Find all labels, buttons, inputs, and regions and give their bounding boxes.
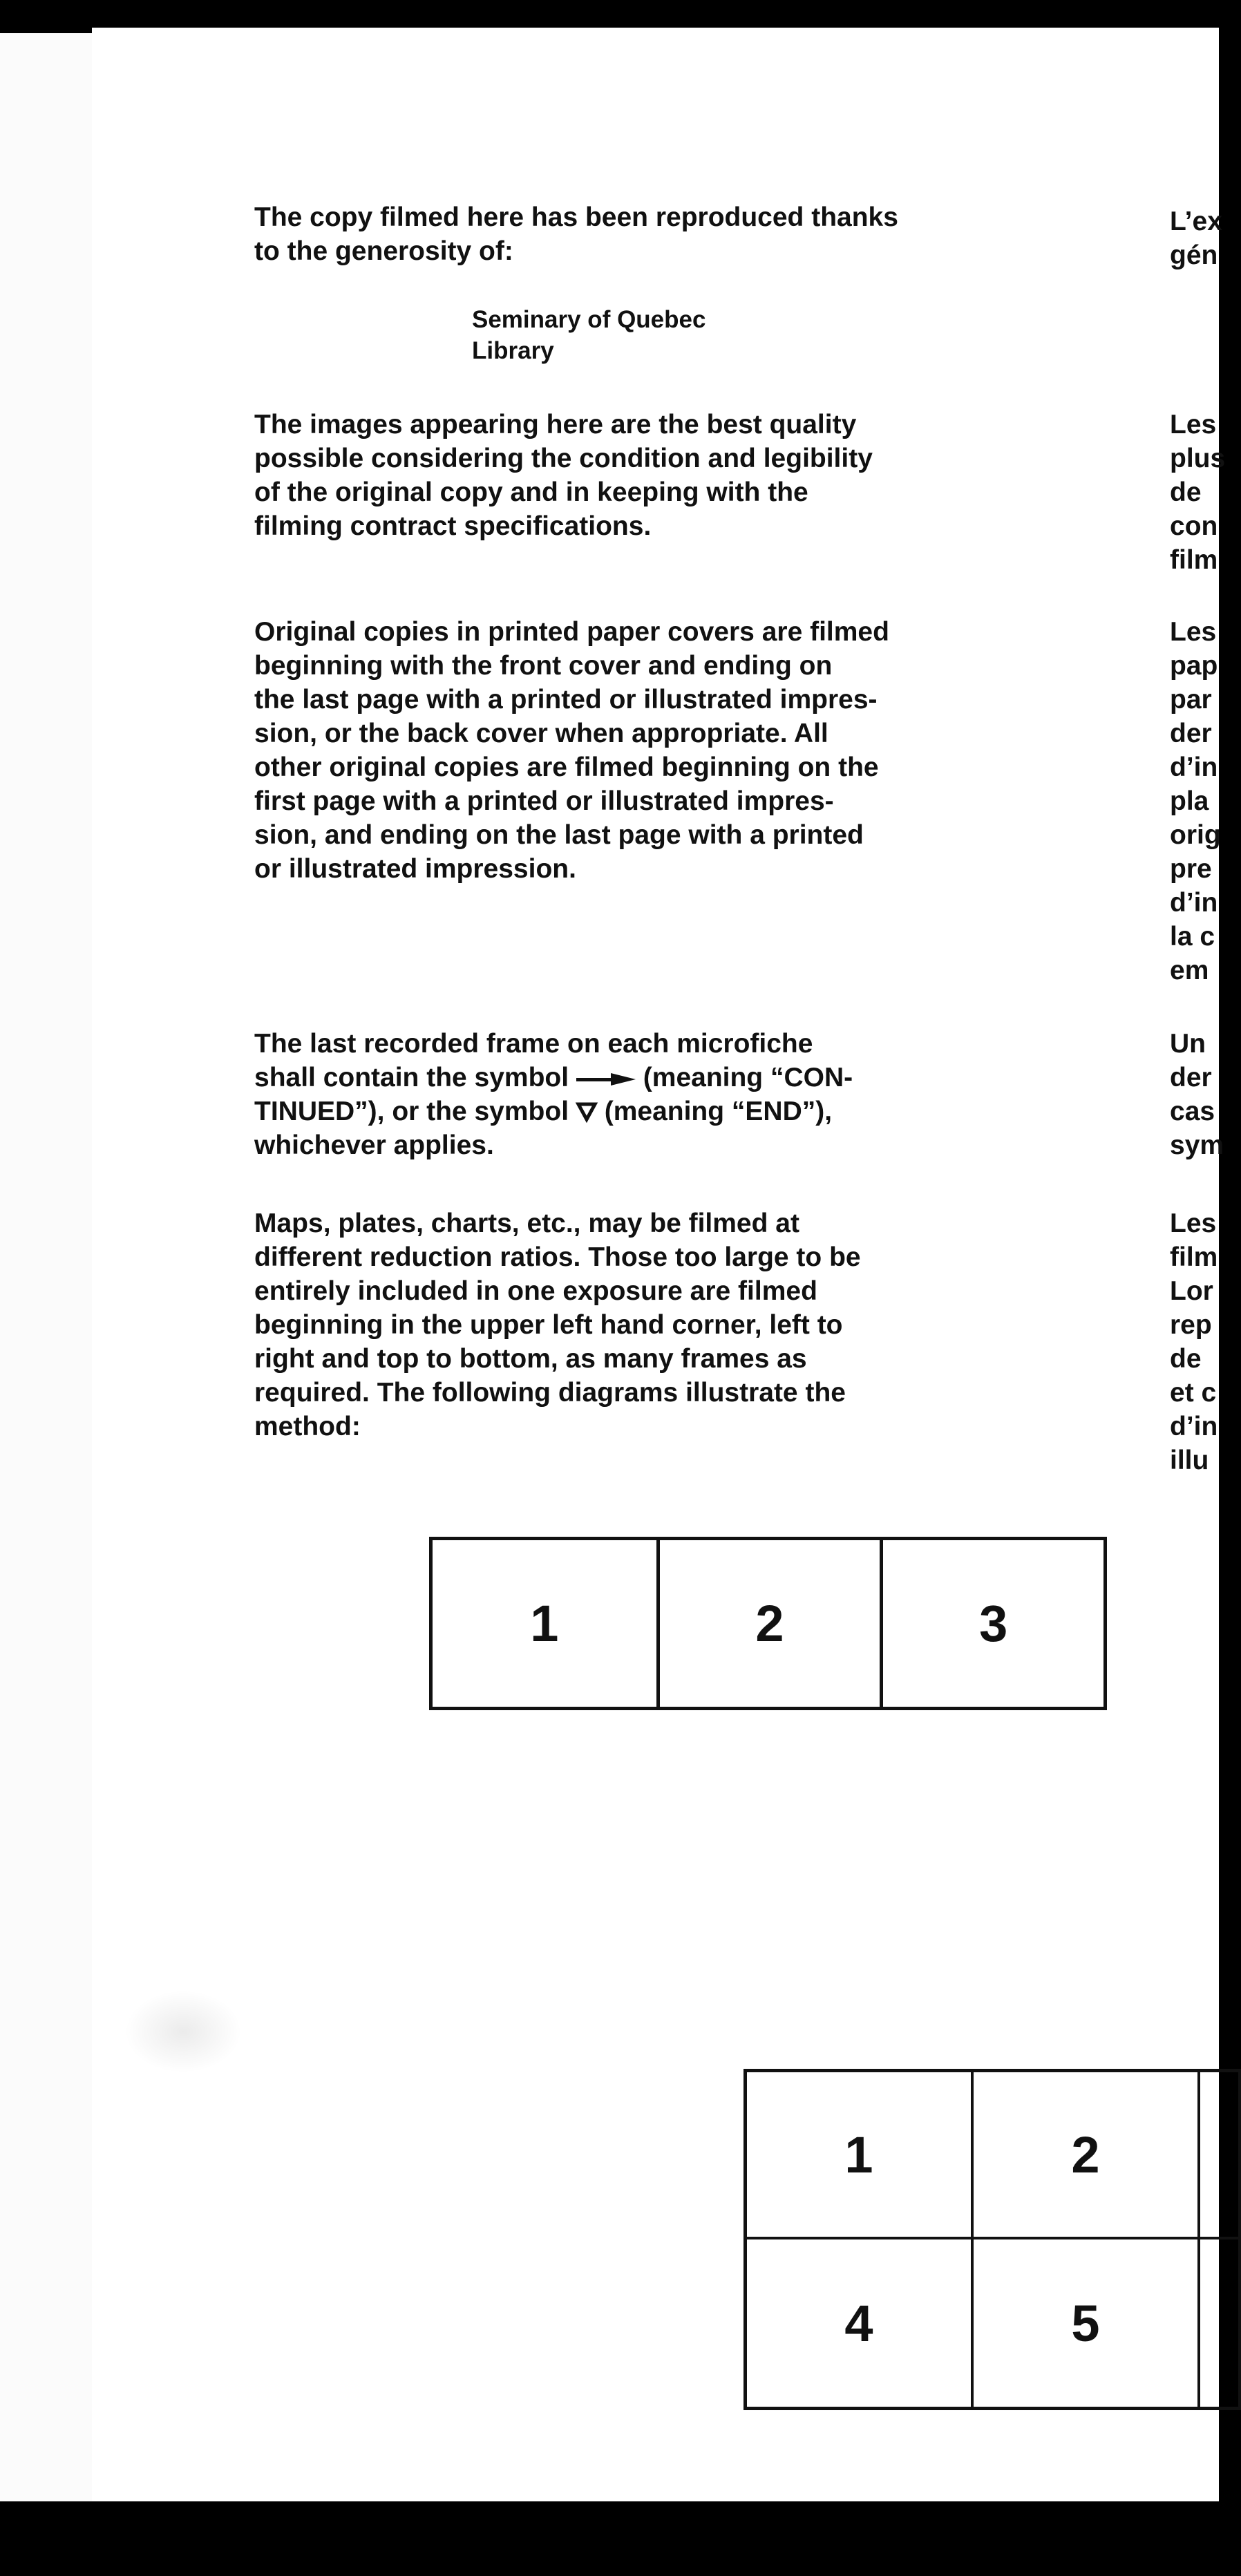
right-column-fragment: L’ex gén: [1170, 207, 1222, 270]
library-name: Seminary of Quebec Library: [472, 306, 706, 364]
page-layout-diagram: [743, 2069, 1241, 2410]
left-page-margin: [0, 33, 92, 2501]
diagram-cell: 1: [530, 1595, 559, 1652]
right-column-fragment: Les plus de con film: [1170, 410, 1226, 575]
diagram-cell: 4: [747, 2239, 974, 2407]
diagram-cell: 1: [747, 2072, 974, 2239]
original-copies-paragraph: Original copies in printed paper covers are filmed beginning with the front cover and ending on the last page with a printed or illustrated impres- sion, or the back cover when appropriate. All other original copies are filmed beginning on the first page with a printed or illustrated impres- sion, and ending on the last page with a printed or illustrated impression.: [254, 617, 889, 884]
last-frame-line: shall contain the symbol (meaning “CON-: [254, 1063, 853, 1092]
right-column-fragment: Les film Lor rep de et c d’in illu: [1170, 1209, 1218, 1475]
diagram-cell: 5: [974, 2239, 1200, 2407]
last-frame-paragraph: [254, 1027, 1028, 1162]
right-column-fragment: Un der cas sym: [1170, 1029, 1224, 1160]
diagram-cell: 3: [880, 1540, 1103, 1707]
diagram-cell: [1200, 2072, 1241, 2239]
right-arrow-icon: [576, 1072, 636, 1086]
last-frame-line: The last recorded frame on each microfiche: [254, 1029, 813, 1059]
intro-paragraph: The copy filmed here has been reproduced thanks to the generosity of:: [254, 202, 898, 266]
scan-smudge: [124, 1990, 242, 2073]
right-column-fragment: Les pap par der d’in pla orig pre d’in la c em: [1170, 617, 1221, 985]
diagram-cell: [1200, 2239, 1241, 2407]
frame-sequence-diagram: [429, 1537, 1107, 1710]
down-triangle-icon: [576, 1102, 597, 1121]
maps-paragraph: Maps, plates, charts, etc., may be filmed at different reduction ratios. Those too large to be entirely included in one exposure are filmed beginning in the upper left hand corner, left to right and top to bottom, as many frames as required. The following diagrams illustrate the method:: [254, 1209, 861, 1441]
last-frame-line: whichever applies.: [254, 1130, 494, 1160]
diagram-cell: 2: [656, 1540, 880, 1707]
quality-paragraph: The images appearing here are the best quality possible considering the condition and legibility of the original copy and in keeping with the filming contract specifications.: [254, 410, 873, 541]
last-frame-line: TINUED”), or the symbol (meaning “END”),: [254, 1097, 833, 1126]
diagram-cell: 2: [974, 2072, 1200, 2239]
